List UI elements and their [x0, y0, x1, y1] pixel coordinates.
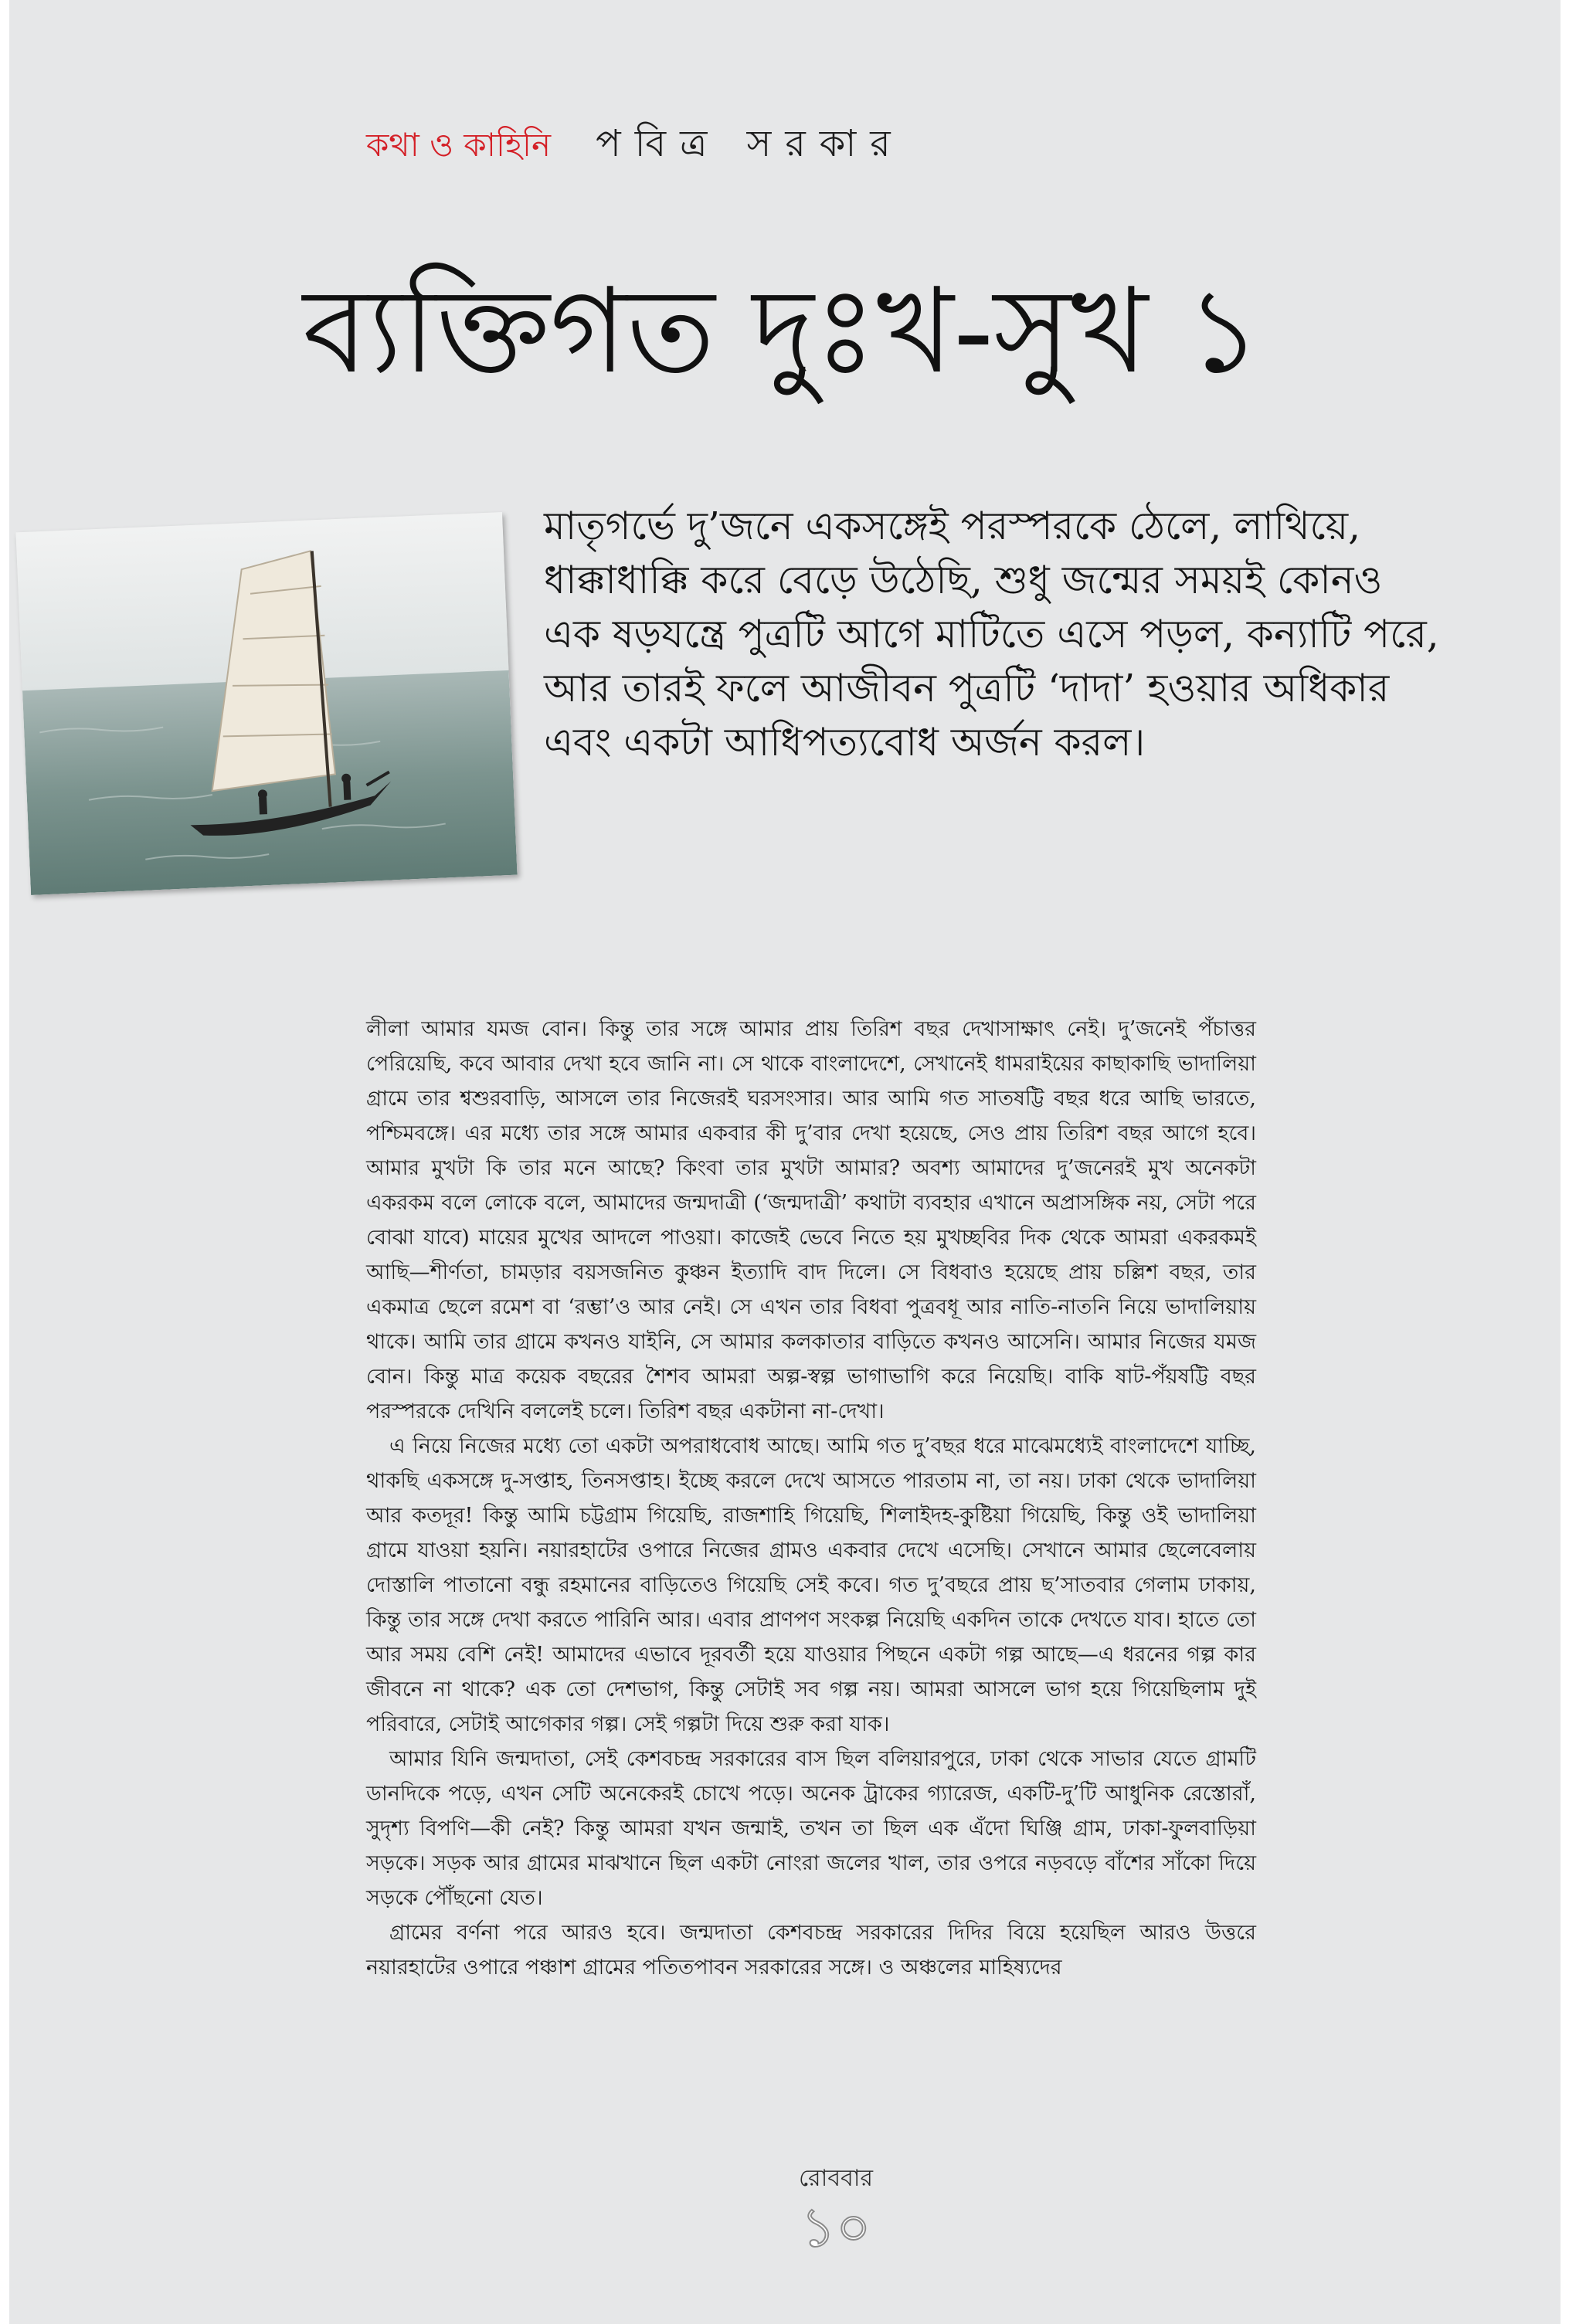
sailboat-illustration: [15, 512, 517, 895]
article-title: ব্যক্তিগত দুঃখ-সুখ ১: [303, 263, 1262, 399]
magazine-page: [9, 0, 1561, 2324]
lead-paragraph: মাতৃগর্ভে দু’জনে একসঙ্গেই পরস্পরকে ঠেলে, লাথিয়ে, ধাক্কাধাক্কি করে বেড়ে উঠেছি, শুধু জন্মের সময়ই কোনও এক ষড়যন্ত্রে পুত্রটি আগে মাটিতে এসে পড়ল, কন্যাটি পরে, আর তারই ফলে আজীবন পুত্রটি ‘দাদা’ হওয়ার অধিকার এবং একটা আধিপত্যবোধ অর্জন করল।: [544, 504, 1439, 765]
body-paragraph: গ্রামের বর্ণনা পরে আরও হবে। জন্মদাতা কেশবচন্দ্র সরকারের দিদির বিয়ে হয়েছিল আরও উত্তরে নয়ারহাটের ওপারে পঞ্চাশ গ্রামের পতিতপাবন সরকারের সঙ্গে। ও অঞ্চলের মাহিষ্যদের: [366, 1921, 1256, 1980]
article-body: [366, 1012, 1256, 1985]
page-number: ১০: [800, 2196, 871, 2259]
body-paragraph: এ নিয়ে নিজের মধ্যে তো একটা অপরাধবোধ আছে। আমি গত দু’বছর ধরে মাঝেমধ্যেই বাংলাদেশে যাচ্ছি, থাকছি একসঙ্গে দু-সপ্তাহ, তিনসপ্তাহ। ইচ্ছে করলে দেখে আসতে পারতাম না, তা নয়। ঢাকা থেকে ভাদালিয়া আর কতদূর! কিন্তু আমি চট্টগ্রাম গিয়েছি, রাজশাহি গিয়েছি, শিলাইদহ-কুষ্টিয়া গিয়েছি, কিন্তু ওই ভাদালিয়া গ্রামে যাওয়া হয়নি। নয়ারহাটের ওপারে নিজের গ্রামও একবার দেখে এসেছি। সেখানে আমার ছেলেবেলায় দোস্তালি পাতানো বন্ধু রহমানের বাড়িতেও গিয়েছি সেই কবে। গত দু’বছরে প্রায় ছ’সাতবার গেলাম ঢাকায়, কিন্তু তার সঙ্গে দেখা করতে পারিনি আর। এবার প্রাণপণ সংকল্প নিয়েছি একদিন তাকে দেখতে যাব। হাতে তো আর সময় বেশি নেই! আমাদের এভাবে দূরবর্তী হয়ে যাওয়ার পিছনে একটা গল্প আছে—এ ধরনের গল্প কার জীবনে না থাকে? এক তো দেশভাগ, কিন্তু সেটাই সব গল্প নয়। আমরা আসলে ভাগ হয়ে গিয়েছিলাম দুই পরিবারে, সেটাই আগেকার গল্প। সেই গল্পটা দিয়ে শুরু করা যাক।: [366, 1434, 1256, 1736]
publication-name: রোববার: [799, 2165, 873, 2192]
body-paragraph: আমার যিনি জন্মদাতা, সেই কেশবচন্দ্র সরকারের বাস ছিল বলিয়ারপুরে, ঢাকা থেকে সাভার যেতে গ্রামটি ডানদিকে পড়ে, এখন সেটি অনেকেরই চোখে পড়ে। অনেক ট্রাকের গ্যারেজ, একটি-দু’টি আধুনিক রেস্তোরাঁ, সুদৃশ্য বিপণি—কী নেই? কিন্তু আমরা যখন জন্মাই, তখন তা ছিল এক এঁদো ঘিঞ্জি গ্রাম, ঢাকা-ফুলবাড়িয়া সড়কে। সড়ক আর গ্রামের মাঝখানে ছিল একটা নোংরা জলের খাল, তার ওপরে নড়বড়ে বাঁশের সাঁকো দিয়ে সড়কে পৌঁছনো যেত।: [366, 1747, 1256, 1910]
section-label: কথা ও কাহিনি: [366, 126, 552, 164]
body-paragraph: লীলা আমার যমজ বোন। কিন্তু তার সঙ্গে আমার প্রায় তিরিশ বছর দেখাসাক্ষাৎ নেই। দু’জনেই পঁচাত্তর পেরিয়েছি, কবে আবার দেখা হবে জানি না। সে থাকে বাংলাদেশে, সেখানেই ধামরাইয়ের কাছাকাছি ভাদালিয়া গ্রামে তার শ্বশুরবাড়ি, আসলে তার নিজেরই ঘরসংসার। আর আমি গত সাতষট্টি বছর ধরে আছি ভারতে, পশ্চিমবঙ্গে। এর মধ্যে তার সঙ্গে আমার একবার কী দু’বার দেখা হয়েছে, সেও প্রায় তিরিশ বছর আগে হবে। আমার মুখটা কি তার মনে আছে? কিংবা তার মুখটা আমার? অবশ্য আমাদের দু’জনেরই মুখ অনেকটা একরকম বলে লোকে বলে, আমাদের জন্মদাত্রী (‘জন্মদাত্রী’ কথাটা ব্যবহার এখানে অপ্রাসঙ্গিক নয়, সেটা পরে বোঝা যাবে) মায়ের মুখের আদলে পাওয়া। কাজেই ভেবে নিতে হয় মুখচ্ছবির দিক থেকে আমরা একরকমই আছি—শীর্ণতা, চামড়ার বয়সজনিত কুঞ্চন ইত্যাদি বাদ দিলে। সে বিধবাও হয়েছে প্রায় চল্লিশ বছর, তার একমাত্র ছেলে রমেশ বা ‘রম্ভা’ও আর নেই। সে এখন তার বিধবা পুত্রবধূ আর নাতি-নাতনি নিয়ে ভাদালিয়ায় থাকে। আমি তার গ্রামে কখনও যাইনি, সে আমার কলকাতার বাড়িতে কখনও আসেনি। আমার নিজের যমজ বোন। কিন্তু মাত্র কয়েক বছরের শৈশব আমরা অল্প-স্বল্প ভাগাভাগি করে নিয়েছি। বাকি ষাট-পঁয়ষট্টি বছর পরস্পরকে দেখিনি বললেই চলে। তিরিশ বছর একটানা না-দেখা।: [366, 1017, 1256, 1423]
author-name: পবিত্র সরকার: [596, 122, 905, 165]
article-kicker: [366, 116, 905, 177]
page-footer: [60, 2159, 1569, 2259]
sailboat-photo: [15, 512, 517, 895]
